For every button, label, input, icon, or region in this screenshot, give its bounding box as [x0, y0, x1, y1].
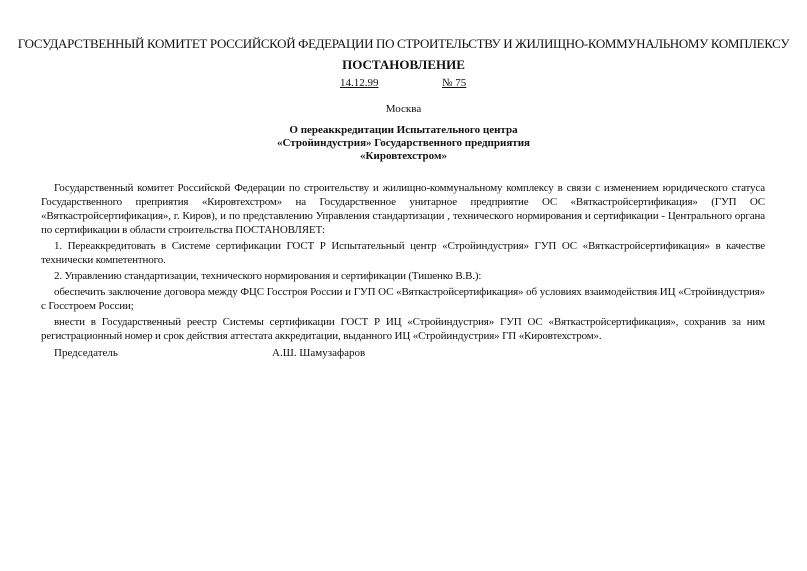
paragraph-item-2-b: внести в Государственный реестр Системы сертификации ГОСТ Р ИЦ «Стройиндустрия» ГУП ОС «Вяткастройсертификация», сохранив за ним регистрационный номер и срок действия аттестата аккредитации, выданного ИЦ «Стройиндустрия» ГП «Кировтехстром». [41, 316, 765, 342]
title-line-2: «Стройиндустрия» Государственного предприятия [277, 137, 530, 149]
paragraph-item-2-a: обеспечить заключение договора между ФЦС Госстроя России и ГУП ОС «Вяткастройсертификация» об условиях взаимодействия ИЦ «Стройиндустрия» с Госстроем России; [41, 286, 765, 312]
paragraph-item-1: 1. Переаккредитовать в Системе сертификации ГОСТ Р Испытательный центр «Стройиндустрия» ГУП ОС «Вяткастройсертификация» в качестве технически компетентного. [41, 240, 765, 266]
paragraph-item-2: 2. Управлению стандартизации, технического нормирования и сертификации (Тишенко В.В.): [54, 270, 482, 282]
document-body [41, 181, 765, 345]
title-line-1: О переаккредитации Испытательного центра [289, 124, 518, 136]
document-type: ПОСТАНОВЛЕНИЕ [342, 57, 465, 72]
signature-name: А.Ш. Шамузафаров [272, 347, 366, 359]
document-place: Москва [385, 103, 422, 115]
paragraph-preamble: Государственный комитет Российской Федерации по строительству и жилищно-коммунальному комплексу в связи с изменением юридического статуса Государственного преприятия «Кировтехстром» на Государственное унитарное предприятие ОС «Вяткастройсертификация» (ГУП ОС «Вяткастройсертификация», г. Киров), и по представлению Управления стандартизации , технического нормирования и сертификации - Центрального органа по сертификации в области строительства ПОСТАНОВЛЯЕТ: [41, 182, 765, 236]
document-date: 14.12.99 [340, 77, 379, 89]
document-number: № 75 [442, 77, 467, 89]
agency-name: ГОСУДАРСТВЕННЫЙ КОМИТЕТ РОССИЙСКОЙ ФЕДЕРАЦИИ ПО СТРОИТЕЛЬСТВУ И ЖИЛИЩНО-КОММУНАЛЬНОМУ КОМПЛЕКСУ [17, 36, 790, 51]
document-title [0, 124, 807, 163]
title-line-3: «Кировтехстром» [360, 150, 447, 162]
signature-label: Председатель [54, 347, 118, 359]
